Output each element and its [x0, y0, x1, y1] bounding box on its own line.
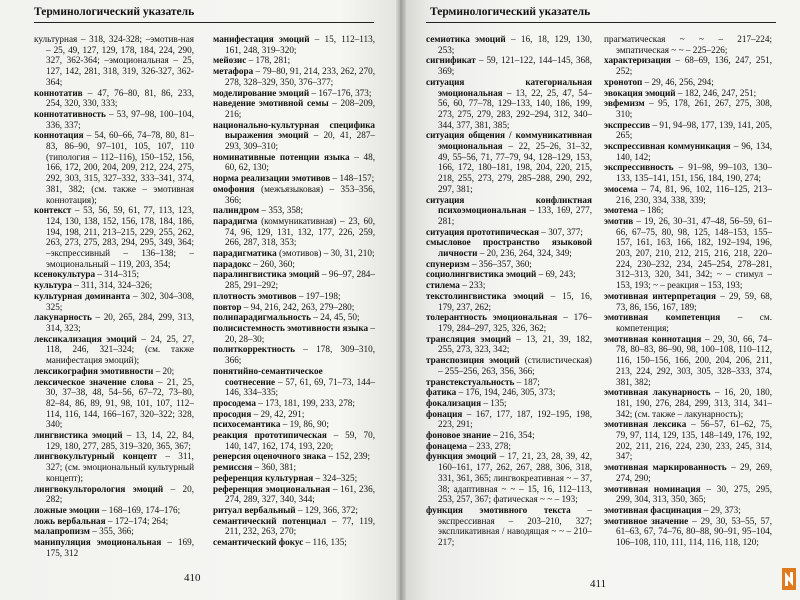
index-term: мейозис [213, 55, 247, 66]
index-term: ложь вербальная [34, 515, 106, 526]
index-term: психосемантика [213, 419, 281, 430]
index-references: – 68–69, 136, 247, 251, 252; [616, 55, 772, 77]
index-term: контекст [34, 205, 72, 216]
index-references: – 169, 175, 312 [46, 537, 195, 558]
index-entry [213, 34, 375, 55]
index-entry [426, 77, 592, 131]
index-term: лингвокультурный концепт [34, 451, 158, 462]
index-term: ренерсия оценочного знака [213, 451, 327, 462]
index-term: культура [34, 280, 72, 291]
index-entry [604, 162, 772, 183]
index-entry [426, 280, 592, 291]
index-entry [604, 34, 772, 55]
header-rule-right [426, 22, 776, 23]
index-term: экспрессив [604, 119, 651, 130]
index-entry [34, 366, 194, 377]
index-term: реакция прототипическая [213, 430, 327, 441]
index-term: культурная доминанта [34, 290, 131, 301]
index-term: повтор [213, 301, 242, 312]
index-entry [426, 441, 592, 452]
index-references: – 95, 178, 261, 267, 275, 308, 310; [616, 98, 772, 119]
index-references: – 22, 25–26, 31–32, 49, 55–56, 71, 77–79, 94, 128–129, 153, 166, 172, 180–181, 198, 204, 220, 215, 218, 255, 273, 279, 285–288, 290, 292, 297, 381; [438, 141, 592, 194]
index-term: лексикография эмотивности [34, 365, 154, 376]
index-term: коннотатив [34, 87, 83, 98]
index-term: эмотивная коннотация [604, 333, 702, 344]
index-term: норма реализации эмотивов [213, 173, 331, 184]
index-entry [604, 98, 772, 119]
index-term: характеризация [604, 55, 671, 66]
index-references: – 152, 239; [326, 451, 371, 462]
index-term: фатика [426, 387, 457, 398]
index-entry [213, 216, 375, 248]
publisher-logo-icon [782, 568, 796, 590]
index-entry [213, 88, 375, 99]
index-term: просодия [213, 408, 252, 419]
index-term: стилема [426, 280, 460, 291]
index-term: коннотативность [34, 108, 106, 119]
index-entry [604, 387, 772, 419]
index-term: политкорректность [213, 344, 295, 355]
index-entry [34, 537, 194, 558]
index-term: текстолингвистика эмоций [426, 290, 544, 301]
index-entry [34, 130, 194, 205]
index-references: – 186; [637, 205, 664, 216]
index-term: эмотема [604, 205, 638, 216]
index-entry [213, 537, 375, 548]
index-references: – 233, 278; [467, 440, 511, 451]
index-entry [213, 248, 375, 259]
index-entry [213, 484, 375, 505]
right-column-1 [426, 34, 592, 548]
index-term: транстекстуальность [426, 376, 515, 387]
index-term: лингвистика эмоций [34, 430, 123, 441]
index-entry [34, 109, 194, 130]
index-references: – 59, 121–122, 144–145, 368, 369; [438, 55, 592, 77]
index-entry [426, 505, 592, 548]
index-entry [426, 227, 592, 238]
index-term: трансляция эмоций [426, 333, 512, 344]
index-term: лексикализация эмоций [34, 333, 137, 344]
index-references: – 21, 25, 30, 37–38, 48, 54–56, 67–72, 73–80, 82–84, 86, 89, 91, 98, 101, 107, 112–114, 116, 144, 166–167, 320–322; 328, 340; [46, 376, 195, 430]
index-references: – 54, 60–66, 74–78, 80, 81–83, 86–90, 97–101, 105, 107, 110 (типология – 112–116), 150–152, 156, 166, 172, 200, 204, 209, 212, 224, 275, 292, 303, 315, 327–332, 333–341, 374, 381, 382; (см. также – эмотивная коннотация); [46, 130, 194, 205]
index-term: наведение эмотивной семы [213, 98, 329, 109]
index-term: национально-культурная специфика выражения эмоций [213, 119, 375, 141]
index-entry [34, 269, 194, 280]
index-entry [34, 377, 194, 431]
index-term: фокализация [426, 397, 482, 408]
book-gutter [396, 0, 406, 600]
index-references: – 20, 265, 284, 299, 313, 314, 323; [46, 312, 194, 333]
index-entry [213, 505, 375, 516]
index-entry [426, 377, 592, 388]
index-references: – 53, 97–98, 100–104, 336, 337; [46, 108, 194, 130]
index-entry [213, 473, 375, 484]
index-entry [426, 398, 592, 409]
index-entry [604, 216, 772, 291]
index-references: – 91, 94–98, 177, 139, 141, 205, 265; [616, 119, 772, 141]
index-term: плотность эмотивов [213, 290, 297, 301]
index-entry [426, 451, 592, 505]
index-references: – 29, 269, 274, 290; [616, 462, 772, 483]
index-entry [34, 205, 194, 269]
index-term: ремиссия [213, 462, 253, 473]
index-entry [604, 484, 772, 505]
index-term: парадигматика [213, 248, 277, 259]
index-references: – 15, 16, 179, 237, 262; [438, 290, 593, 312]
index-entry [426, 269, 592, 280]
index-references: – 19, 86, 90; [280, 419, 329, 430]
index-term: эмотивная лакунарность [604, 387, 711, 398]
index-references: – экспрессивная – 203–210, 327; экспликативная / наводящая ~ ~ – 210–217; [438, 504, 593, 548]
index-entry [213, 516, 375, 537]
index-references: – 178, 281; [246, 55, 291, 66]
index-entry [213, 205, 375, 216]
index-term: эмотивная фасцинация [604, 504, 702, 515]
index-references: – 161, 236, 274, 289, 327, 340, 344; [225, 483, 375, 505]
index-references: – 187; [514, 376, 540, 387]
index-term: моделирование эмоций [213, 87, 310, 98]
index-term: номинативные потенции языка [213, 151, 350, 162]
index-references: – 16, 18, 129, 130, 253; [438, 34, 592, 55]
index-entry [604, 141, 772, 162]
index-entry [426, 355, 592, 376]
index-entry [213, 291, 375, 302]
index-entry [213, 430, 375, 451]
index-term: эмотивная лексика [604, 419, 687, 430]
index-references: – 24, 45, 50; [311, 312, 360, 323]
index-entry [213, 120, 375, 152]
index-term: смысловое пространство языковой личности [426, 237, 592, 259]
index-references: – 208–209, 216; [225, 98, 376, 119]
index-term: палиндром [213, 205, 260, 216]
index-references: – 20; [153, 365, 175, 376]
index-entry [34, 34, 194, 88]
index-term: эвокация эмоций [604, 87, 676, 98]
index-term: полисистемность эмотивности языка [213, 322, 369, 333]
index-references: – 353, 358; [259, 205, 304, 216]
index-entry [426, 130, 592, 194]
index-entry [213, 312, 375, 323]
index-references: – 13, 22, 25, 47, 54–56, 60, 77–78, 129–133, 140, 186, 199, 273, 275, 279, 283, 292–294, 312, 340–344, 377, 381, 385; [438, 87, 592, 130]
index-term: коннотация [34, 130, 84, 141]
index-references: – 260, 360; [250, 258, 295, 269]
index-term: социолингвистика эмоций [426, 269, 537, 280]
index-term: семантический потенциал [213, 515, 327, 526]
index-entry [213, 323, 375, 344]
index-references: – 176, 194, 246, 305, 373; [456, 387, 556, 398]
index-term: полипарадигмальность [213, 312, 312, 323]
index-term: парадокс [213, 258, 251, 269]
index-term: омофония [213, 183, 255, 194]
index-entry [213, 55, 375, 66]
index-entry [34, 505, 194, 516]
index-references: прагматическая ~ ~ – 217–224; эмпатическая ~ ~ – 225–226; [604, 34, 772, 55]
index-entry [34, 88, 194, 109]
index-entry [34, 484, 194, 505]
index-references: – 20, 282; [46, 483, 195, 505]
index-references: – 19, 26, 30–31, 47–48, 56–59, 61–66, 67–75, 80, 98, 125, 148–153, 155–157, 161, 163, 166, 182, 192–194, 196, 203, 207, 210, 212, 215, 216, 218, 220–224, 230–232, 234, 245–254, 278–281, 312–313, 320, 341, 342; ~ – стимул – 153, 193; ~ – реакция – 153, 193; [616, 215, 772, 291]
left-column-2 [213, 34, 375, 548]
index-references: – 53, 56, 59, 61, 77, 113, 123, 124, 130, 138, 152, 156, 178, 184, 186, 194, 198, 211, 213–215, 229, 255, 262, 263, 273, 275, 283, 294, 295, 349, 364; –экспрессивный – 136–138; –эмоциональный – 119, 203, 354; [46, 205, 194, 269]
index-references: – 29, 46, 256, 294; [642, 76, 714, 87]
index-references: – 233; [459, 280, 486, 291]
index-term: семиотика эмоций [426, 34, 506, 44]
index-references: – 168–169, 174–176; [99, 504, 181, 515]
index-entry [34, 291, 194, 312]
index-entry [34, 312, 194, 333]
index-term: функция эмотивного текста [426, 504, 571, 515]
index-entry [604, 88, 772, 99]
index-term: ритуал вербальный [213, 504, 296, 515]
index-term: ситуация прототипическая [426, 226, 539, 237]
index-references: (стилистическая) – 255–256, 263, 356, 366; [438, 355, 592, 376]
index-entry [213, 409, 375, 420]
index-term: эмотивная компетенция [604, 312, 721, 323]
index-references: – 116, 135; [303, 537, 347, 548]
index-entry [34, 526, 194, 537]
index-entry [34, 334, 194, 366]
index-references: – 17, 21, 23, 28, 39, 42, 160–161, 177, 262, 267, 288, 306, 318, 331, 361, 365; лингвокреативная ~ – 37, 38; адаптивная ~ ~ – 15, 16, 112–113, 253, 257, 367; фатическая ~ ~ – 193; [438, 451, 592, 505]
index-term: лакунарность [34, 312, 92, 323]
index-term: эмотивная интерпретация [604, 290, 716, 301]
index-references: – 178, 309–310, 366; [225, 344, 375, 366]
index-entry [426, 237, 592, 258]
page-header-right: Терминологический указатель [430, 6, 591, 18]
index-references: – 16, 20, 180, 181, 190, 276, 284, 299, 313, 314, 341–342; (см. также – лакунарность); [616, 387, 773, 419]
index-entry [604, 55, 772, 76]
index-references: – см. компетенция; [616, 312, 772, 333]
index-entry [604, 516, 772, 548]
page-number-right: 411 [590, 578, 607, 590]
index-entry [426, 55, 592, 76]
right-column-2 [604, 34, 772, 548]
index-references: – 30, 275, 295, 299, 304, 313, 350, 365; [616, 483, 772, 505]
index-entry [604, 205, 772, 216]
index-references: – 24, 25, 27, 118, 246, 321–324; (см. также манифестация эмоций); [46, 333, 194, 366]
index-references: – 74, 81, 96, 102, 116–125, 213–216, 230, 334, 338, 339; [616, 183, 772, 205]
index-entry [213, 366, 375, 398]
index-entry [604, 291, 772, 312]
index-references: – 59, 70, 140, 147, 162, 174, 193, 220; [225, 430, 375, 451]
index-entry [604, 184, 772, 205]
index-references: – 172–174; 264; [105, 515, 169, 526]
right-page [400, 0, 800, 600]
page-number-left: 410 [184, 572, 201, 584]
index-term: понятийно-семантическое соотнесение [213, 365, 323, 387]
index-references: – 94, 216, 242, 263, 279–280; [241, 301, 355, 312]
index-entry [604, 505, 772, 516]
index-term: ложные эмоции [34, 504, 100, 515]
index-references: – 69, 243; [536, 269, 576, 280]
index-entry [426, 259, 592, 270]
index-references: – 47, 76–80, 81, 86, 233, 254, 320, 330, 333; [46, 87, 194, 109]
index-entry [426, 195, 592, 227]
index-term: ситуация категориальная эмоциональная [426, 76, 592, 98]
index-references: – 216, 354; [490, 430, 535, 441]
index-references: – 167–176, 373; [309, 87, 372, 98]
index-term: лингвокульторология эмоций [34, 483, 164, 494]
index-references: – 324–325; [313, 472, 358, 483]
index-references: (эмотивов) – 30, 31, 210; [276, 248, 375, 259]
index-references: – 13, 21, 39, 182, 255, 273, 323, 342; [438, 333, 593, 355]
index-term: парадигма [213, 215, 258, 226]
index-term: эвфемизм [604, 98, 645, 109]
index-entry [213, 66, 375, 87]
index-term: просодема [213, 397, 256, 408]
index-entry [426, 387, 592, 398]
index-term: экспрессивная коммуникация [604, 141, 731, 152]
index-references: – 176–179, 284–297, 325, 326, 362; [438, 312, 592, 333]
index-references: – 29, 373; [701, 504, 741, 515]
index-term: транспозиция эмоций [426, 355, 520, 366]
index-references: – 307, 377; [539, 226, 583, 237]
index-references: – 133, 169, 277, 281; [438, 205, 592, 226]
index-entry [34, 516, 194, 527]
index-references: – 29, 59, 68, 73, 86, 156, 167, 189; [616, 290, 773, 312]
index-term: фонацема [426, 440, 467, 451]
index-term: ситуация общения / коммуникативная эмоциональная [426, 130, 592, 152]
index-entry [213, 302, 375, 313]
index-entry [604, 462, 772, 483]
index-references: (коммуникативная) – 23, 60, 74, 96, 129, 131, 132, 177, 226, 259, 266, 287, 318, 353; [225, 215, 375, 248]
index-references: – 135; [481, 397, 507, 408]
left-column-1 [34, 34, 194, 558]
index-references: – 173, 181, 199, 233, 278; [255, 397, 355, 408]
index-entry [604, 120, 772, 141]
header-rule-left [34, 22, 374, 23]
index-references: – 91–98, 99–103, 130–133, 135–141, 151, 156, 184, 190, 274; [616, 162, 772, 184]
index-entry [426, 409, 592, 430]
index-references: – 182, 246, 247, 251; [675, 87, 757, 98]
index-term: эмотивная номинация [604, 483, 701, 494]
index-references: – 77, 119, 211, 232, 263, 270; [225, 515, 375, 537]
index-term: эмотивная маркированность [604, 462, 727, 473]
index-entry [213, 419, 375, 430]
index-term: ситуация конфликтная психоэмоциональная [426, 194, 592, 216]
index-term: референция культурная [213, 472, 314, 483]
index-entry [213, 98, 375, 119]
index-term: эмосема [604, 183, 638, 194]
index-references: – 29, 30, 53–55, 57, 61–63, 67, 74–76, 80–88, 90–91, 95–104, 106–108, 110, 111, 114, 116, 118, 120; [616, 515, 773, 548]
index-references: – 148–157; [330, 173, 375, 184]
index-term: спунеризм [426, 258, 470, 269]
index-references: – 20, 28–30; [225, 322, 375, 344]
index-references: – 355, 366; [89, 526, 134, 537]
index-references: – 167, 177, 187, 192–195, 198, 223, 291; [438, 408, 592, 430]
index-term: эмотивное значение [604, 515, 689, 526]
index-entry [213, 344, 375, 365]
index-references: – 96–97, 284–285, 291–292; [225, 269, 375, 291]
index-entry [34, 280, 194, 291]
index-references: – 20, 41, 287–293, 309–310; [225, 130, 375, 152]
index-entry [426, 34, 592, 55]
index-references: – 311, 314, 324–326; [71, 280, 153, 291]
index-references: – 96, 134, 140, 142; [616, 141, 772, 162]
index-term: сигнификат [426, 55, 476, 66]
index-references: – 129, 366, 372; [295, 504, 358, 515]
index-entry [213, 184, 375, 205]
index-references: – 29, 42, 291; [251, 408, 305, 419]
index-references: – 48, 60, 62, 130; [225, 151, 376, 173]
index-references: – 360, 381; [252, 462, 297, 473]
index-entry [213, 398, 375, 409]
index-entry [426, 291, 592, 312]
index-references: – 56–57, 61–62, 75, 79, 97, 114, 129, 135, 148–149, 176, 192, 202, 211, 216, 224, 230, 233, 245, 314, 347; [616, 419, 772, 462]
index-entry [426, 334, 592, 355]
index-term: эмотив [604, 215, 634, 226]
index-term: толерантность эмоциональная [426, 312, 558, 323]
index-term: манифестация эмоций [213, 34, 310, 44]
index-term: манипуляция эмоциональная [34, 537, 162, 548]
index-term: метафора [213, 66, 254, 77]
index-term: ксенокультура [34, 269, 96, 280]
index-term: фоновое знание [426, 430, 491, 441]
index-references: – 15, 112–113, 161, 248, 319–320; [225, 34, 375, 55]
index-references: – 197–198; [296, 290, 341, 301]
index-references: (межъязыковая) – 353–356, 366; [225, 183, 375, 205]
index-entry [213, 269, 375, 290]
index-references: – 314–315; [95, 269, 140, 280]
index-references: – 79–80, 91, 214, 233, 262, 270, 278, 328–329, 350, 376–377; [225, 66, 375, 87]
index-references: – 20, 236, 264, 324, 349; [477, 248, 572, 259]
index-term: лексическое значение слова [34, 376, 154, 387]
index-references: культурная – 318, 324-328; –эмотив-ная – 25, 49, 127, 129, 178, 184, 224, 290, 327, 362-364; –эмоциональная – 25, 127, 142, 281, 318, 319, 326-327, 362-364; [34, 34, 194, 87]
index-references: – 356–357, 360; [469, 258, 532, 269]
index-entry [604, 312, 772, 333]
index-references: – 311, 327; (см. эмоциональный культурный концепт); [46, 451, 194, 483]
index-term: малапропизм [34, 526, 90, 537]
index-references: – 29, 30, 66, 74–78, 80–83, 86–90, 98, 100–108, 110–112, 116, 150–156, 166, 200, 204, 206, 211, 213, 224, 292, 303, 305, 328–333, 374, 381, 382; [616, 333, 773, 387]
index-entry [604, 334, 772, 388]
index-term: хронотоп [604, 76, 643, 87]
index-entry [604, 419, 772, 462]
index-entry [213, 173, 375, 184]
index-term: семантический фокус [213, 537, 304, 548]
index-term: фонация [426, 408, 463, 419]
index-references: – 13, 14, 22, 84, 129, 180, 277, 285, 319–320, 365, 367; [46, 430, 194, 451]
index-term: экспрессивность [604, 162, 674, 173]
index-entry [213, 152, 375, 173]
index-entry [426, 312, 592, 333]
index-references: – 57, 61, 69, 71–73, 144–146, 334–335; [225, 376, 375, 398]
index-entry [213, 462, 375, 473]
index-entry [213, 451, 375, 462]
index-entry [34, 451, 194, 483]
page-header-left: Терминологический указатель [34, 6, 195, 18]
index-term: референция эмоциональная [213, 483, 331, 494]
index-entry [34, 430, 194, 451]
index-entry [426, 430, 592, 441]
index-references: – 302, 304–308, 325; [46, 290, 194, 312]
index-term: паралингвистика эмоций [213, 269, 320, 280]
index-entry [213, 259, 375, 270]
index-term: функция эмоций [426, 451, 497, 462]
index-entry [604, 77, 772, 88]
